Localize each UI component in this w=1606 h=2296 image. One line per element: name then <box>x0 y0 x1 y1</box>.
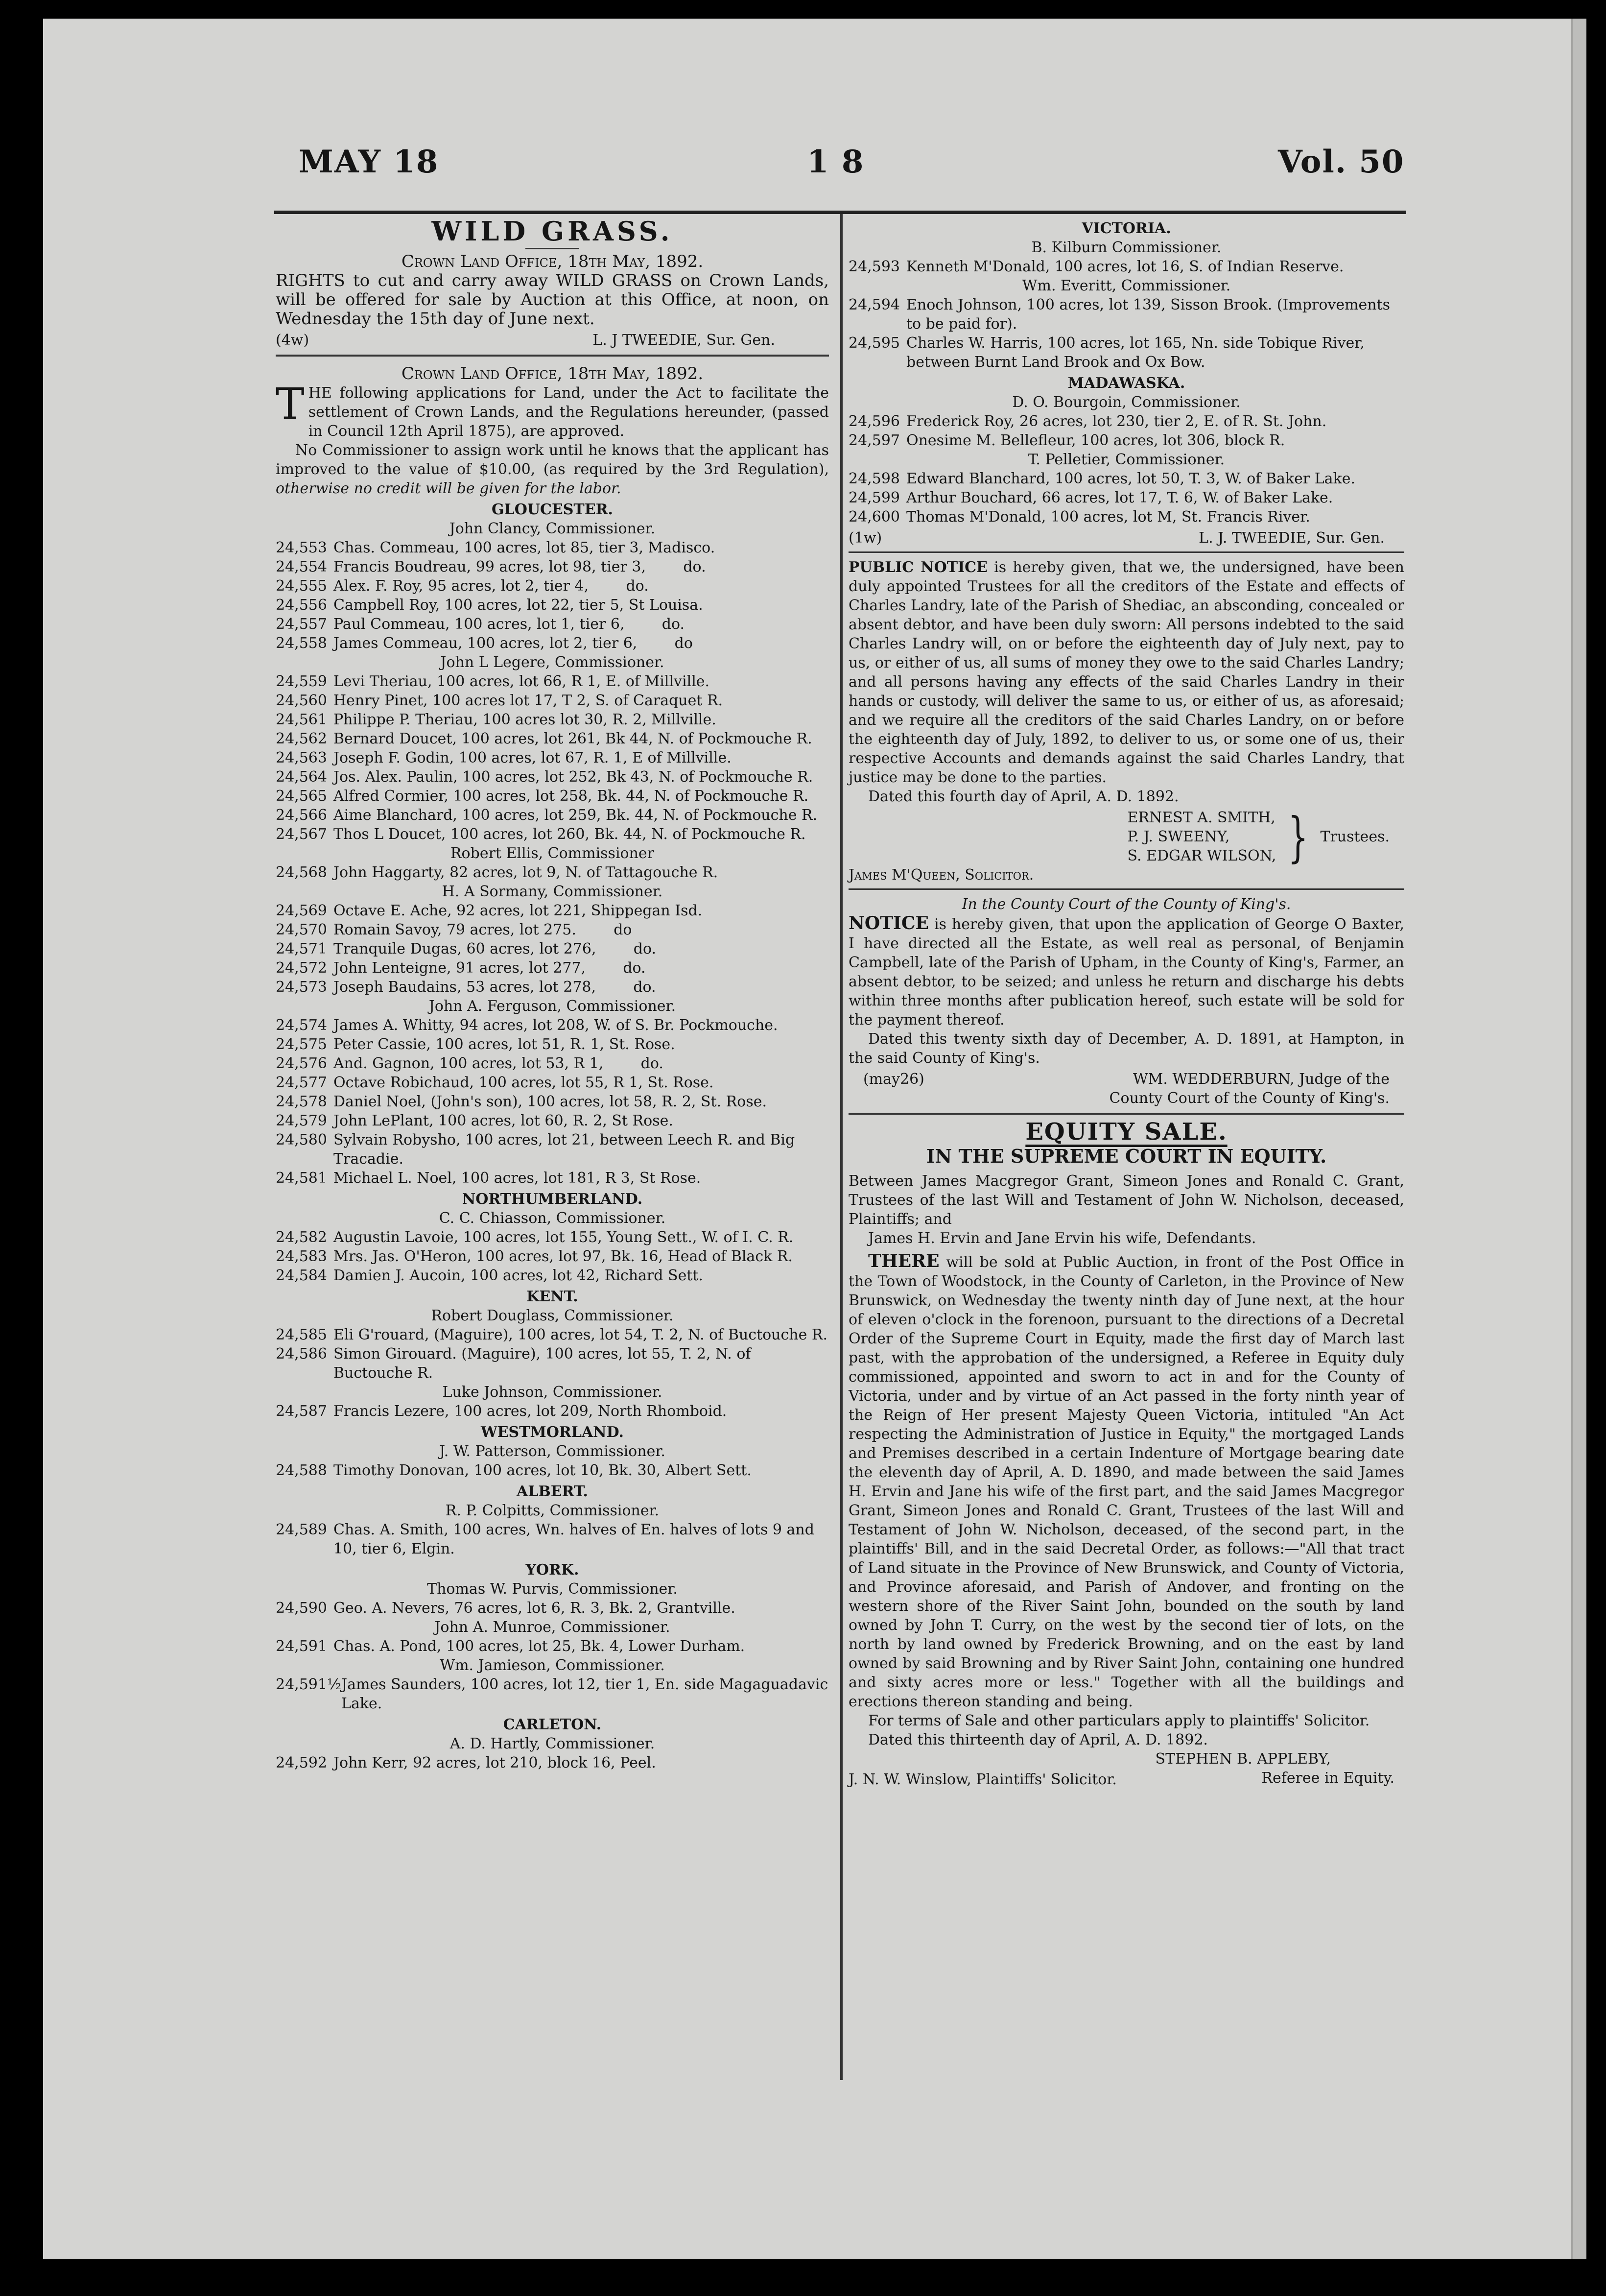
equity-notice <box>849 1252 1404 1711</box>
application-entry <box>276 710 829 729</box>
section-rule <box>276 355 829 357</box>
county-heading: GLOUCESTER. <box>492 501 613 518</box>
application-text: Chas. A. Smith, 100 acres, Wn. halves of En. halves of lots 9 and 10, tier 6, Elgin. <box>333 1521 819 1557</box>
application-number: 24,562 <box>276 730 327 747</box>
application-number: 24,587 <box>276 1403 327 1420</box>
commissioner-name: J. W. Patterson, Commissioner. <box>439 1443 665 1460</box>
application-entry <box>849 257 1404 276</box>
application-number: 24,589 <box>276 1521 327 1538</box>
application-text: Daniel Noel, (John's son), 100 acres, lot 58, R. 2, St. Rose. <box>333 1093 767 1110</box>
drop-cap: T <box>276 379 305 429</box>
application-text: Timothy Donovan, 100 acres, lot 10, Bk. 30, Albert Sett. <box>333 1462 752 1479</box>
note-text: No Commissioner to assign work until he knows that the applicant has improved to the value of $10.00, (as required by the 3rd Regulation), <box>276 442 829 478</box>
county-court-signature <box>849 1070 1404 1089</box>
application-number: 24,561 <box>276 711 327 728</box>
application-text: Levi Theriau, 100 acres, lot 66, R 1, E. of Millville. <box>333 673 710 690</box>
public-notice <box>849 558 1404 787</box>
application-entry <box>276 1266 829 1285</box>
trustees-label: Trustees. <box>1320 828 1390 845</box>
application-number: 24,588 <box>276 1462 327 1479</box>
application-number: 24,571 <box>276 940 327 957</box>
application-entry <box>276 1130 829 1169</box>
application-number: 24,566 <box>276 807 327 824</box>
application-number: 24,558 <box>276 635 327 652</box>
referee-name: STEPHEN B. APPLEBY, <box>1155 1750 1331 1768</box>
commissioner-name: John L Legere, Commissioner. <box>440 654 664 671</box>
wild-grass-office: Crown Land Office, 18th May, 1892. <box>401 252 704 271</box>
equity-sale-title: EQUITY SALE. <box>1025 1118 1228 1146</box>
header-date: MAY 18 <box>299 144 439 180</box>
header-page-number: 1 8 <box>807 144 865 180</box>
application-entry <box>276 729 829 748</box>
application-number: 24,593 <box>849 258 900 275</box>
application-number: 24,553 <box>276 539 327 556</box>
application-entry <box>276 672 829 691</box>
notice-code: (4w) <box>276 332 309 349</box>
referee-title: Referee in Equity. <box>1261 1770 1394 1787</box>
county-heading: ALBERT. <box>517 1483 588 1500</box>
equity-parties: Between James Macgregor Grant, Simeon Jones and Ronald C. Grant, Trustees of the last Will and Testament of John W. Nicholson, deceased, Plaintiffs; and <box>849 1172 1404 1228</box>
application-entry <box>276 863 829 882</box>
application-text: Paul Commeau, 100 acres, lot 1, tier 6, do. <box>333 616 685 633</box>
application-number: 24,591½ <box>276 1676 342 1693</box>
notice-code: (may26) <box>863 1071 924 1088</box>
wild-grass-signature <box>276 331 829 350</box>
application-text: James Saunders, 100 acres, lot 12, tier 1, En. side Magaguadavic Lake. <box>341 1676 833 1712</box>
left-application-list <box>276 500 833 1772</box>
application-number: 24,599 <box>849 489 900 506</box>
column-rule <box>840 214 843 2080</box>
application-text: Octave Robichaud, 100 acres, lot 55, R 1, St. Rose. <box>333 1074 714 1091</box>
notice-body: is hereby given, that we, the undersigned, have been duly appointed Trustees for all the creditors of the Estate and effects of Charles Landry, late of the Parish of Shediac, an absconding, concealed or absent debtor, and have been duly sworn: All persons indebted to the said Charles Landry will, on or before the eighteenth day of July next, pay to us, or either of us, all sums of money they owe to the said Charles Landry; and all persons having any effects of the said Charles Landry in their hands or custody, will deliver the same to us, or either of us, as aforesaid; and we require all the creditors of the said Charles Landry, on or before the eighteenth day of July, 1892, to deliver to us, or some one of us, their respective Accounts and demands against the said Charles Landry, that justice may be done to the parties. <box>849 559 1404 786</box>
application-number: 24,575 <box>276 1036 327 1053</box>
notice-body: will be sold at Public Auction, in front of the Post Office in the Town of Woodstock, in the County of Carleton, in the Province of New Brunswick, on Wednesday the twenty ninth day of June next, at the hour of eleven o'clock in the forenoon, pursuant to the directions of a Decretal Order of the Supreme Court in Equity, made the first day of March last past, with the approbation of the undersigned, a Referee in Equity duly commissioned, appointed and sworn to act in and for the County of Victoria, under and by virtue of an Act passed in the forty ninth year of the Reign of Her present Majesty Queen Victoria, intituled "An Act respecting the Administration of Justice in Equity," the mortgaged Lands and Premises described in a certain Indenture of Mortgage bearing date the eleventh day of April, A. D. 1890, and made between the said James H. Ervin and Jane his wife of the first part, and the said James Macgregor Grant, Simeon Jones and Ronald C. Grant, Trustees of the last Will and Testament of John W. Nicholson, deceased, of the second part, in the plaintiffs' Bill, and in the said Decretal Order, as follows:—"All that tract of Land situate in the Province of New Brunswick, and County of Victoria, and Province aforesaid, and Parish of Andover, and fronting on the western shore of the River Saint John, bounded on the south by land owned by John T. Curry, on the west by the second tier of lots, on the north by land owned by Frederick Browning, and on the east by land owned by said Browning and by River Saint John, containing one hundred and sixty acres more or less." Together with all the buildings and erections thereon standing and being. <box>849 1254 1404 1710</box>
equity-date: Dated this thirteenth day of April, A. D. 1892. <box>868 1731 1208 1748</box>
commissioner-name: Robert Ellis, Commissioner <box>450 845 655 862</box>
application-text: Onesime M. Bellefleur, 100 acres, lot 306, block R. <box>906 432 1285 449</box>
commissioner-name: Wm. Everitt, Commissioner. <box>1022 277 1231 294</box>
trustee-name: ERNEST A. SMITH, <box>1127 809 1275 826</box>
application-entry <box>276 958 829 978</box>
application-number: 24,594 <box>849 296 900 313</box>
application-entry <box>276 787 829 806</box>
application-entry <box>276 920 829 939</box>
county-heading: NORTHUMBERLAND. <box>462 1191 643 1208</box>
application-number: 24,595 <box>849 335 900 352</box>
application-entry <box>276 576 829 596</box>
county-court-heading: In the County Court of the County of King's. <box>962 896 1291 913</box>
wild-grass-notice <box>276 271 829 329</box>
application-text: Alex. F. Roy, 95 acres, lot 2, tier 4, do. <box>333 577 649 595</box>
application-entry <box>276 825 829 844</box>
application-number: 24,596 <box>849 413 900 430</box>
newspaper-page <box>43 19 1586 2259</box>
county-heading: VICTORIA. <box>1082 220 1171 237</box>
application-entry <box>276 767 829 787</box>
application-entry <box>276 691 829 710</box>
application-entry <box>849 469 1404 488</box>
application-text: Frederick Roy, 26 acres, lot 230, tier 2, E. of R. St. John. <box>906 413 1327 430</box>
commissioner-name: Robert Douglass, Commissioner. <box>431 1307 674 1324</box>
notice-lead: NOTICE <box>849 913 929 933</box>
commissioner-name: D. O. Bourgoin, Commissioner. <box>1012 394 1241 411</box>
application-entry <box>276 1675 833 1713</box>
trustees-block <box>849 805 1404 868</box>
application-text: Joseph Baudains, 53 acres, lot 278, do. <box>333 979 656 996</box>
application-number: 24,579 <box>276 1112 327 1129</box>
application-text: Francis Boudreau, 99 acres, lot 98, tier 3, do. <box>333 558 706 575</box>
application-text: Arthur Bouchard, 66 acres, lot 17, T. 6, W. of Baker Lake. <box>906 489 1333 506</box>
application-text: Joseph F. Godin, 100 acres, lot 67, R. 1, E of Millville. <box>333 749 732 766</box>
application-entry <box>276 1016 829 1035</box>
application-text: Campbell Roy, 100 acres, lot 22, tier 5, St Louisa. <box>333 597 703 614</box>
page-edge <box>1571 19 1586 2259</box>
application-number: 24,586 <box>276 1345 327 1363</box>
application-entry <box>849 488 1404 507</box>
application-entry <box>849 295 1404 334</box>
section-rule <box>849 888 1404 890</box>
section-rule <box>849 551 1404 553</box>
application-number: 24,569 <box>276 902 327 919</box>
intro-text: HE following applications for Land, under the Act to facilitate the settlement of Crown Lands, and the Regulations hereunder, (passed in Council 12th April 1875), are approved. <box>308 384 829 440</box>
commissioner-name: B. Kilburn Commissioner. <box>1031 239 1222 256</box>
application-number: 24,597 <box>849 432 900 449</box>
application-text: Sylvain Robysho, 100 acres, lot 21, between Leech R. and Big Tracadie. <box>333 1131 800 1168</box>
application-number: 24,578 <box>276 1093 327 1110</box>
application-entry <box>276 1111 829 1130</box>
application-number: 24,560 <box>276 692 327 709</box>
application-entry <box>849 412 1404 431</box>
application-text: Charles W. Harris, 100 acres, lot 165, Nn. side Tobique River, between Burnt Land Brook and Ox Bow. <box>906 335 1370 371</box>
notice-lead: THERE <box>868 1251 940 1271</box>
application-entry <box>276 1599 829 1618</box>
application-text: Mrs. Jas. O'Heron, 100 acres, lot 97, Bk. 16, Head of Black R. <box>333 1248 793 1265</box>
application-text: Bernard Doucet, 100 acres, lot 261, Bk 44, N. of Pockmouche R. <box>333 730 812 747</box>
application-entry <box>276 1637 829 1656</box>
application-entry <box>276 939 829 958</box>
header-volume: Vol. 50 <box>1278 144 1405 180</box>
public-notice-solicitor: James M'Queen, Solicitor. <box>849 866 1034 884</box>
application-entry <box>276 1402 829 1421</box>
commissioner-name: Luke Johnson, Commissioner. <box>442 1384 662 1401</box>
signer-title: County Court of the County of King's. <box>1109 1090 1390 1107</box>
application-number: 24,598 <box>849 470 900 487</box>
application-number: 24,590 <box>276 1600 327 1617</box>
application-number: 24,573 <box>276 979 327 996</box>
application-entry <box>276 1035 829 1054</box>
commissioner-name: John A. Ferguson, Commissioner. <box>428 998 676 1015</box>
signer-name: WM. WEDDERBURN, Judge of the <box>1133 1071 1390 1088</box>
applications-intro <box>276 379 829 441</box>
equity-solicitor: J. N. W. Winslow, Plaintiffs' Solicitor. <box>849 1771 1117 1788</box>
application-text: Philippe P. Theriau, 100 acres lot 30, R. 2, Millville. <box>333 711 716 728</box>
application-entry <box>276 1073 829 1092</box>
application-number: 24,591 <box>276 1638 327 1655</box>
commissioner-name: H. A Sormany, Commissioner. <box>442 883 663 900</box>
commissioner-name: A. D. Hartly, Commissioner. <box>449 1735 655 1752</box>
wild-grass-title: WILD GRASS. <box>431 215 673 247</box>
application-text: Tranquile Dugas, 60 acres, lot 276, do. <box>333 940 657 957</box>
application-number: 24,555 <box>276 577 327 595</box>
county-heading: YORK. <box>525 1561 579 1578</box>
application-entry <box>276 1247 829 1266</box>
application-entry <box>276 901 829 920</box>
application-entry <box>849 507 1404 526</box>
header-rule <box>274 211 1406 214</box>
application-text: Eli G'rouard, (Maguire), 100 acres, lot 54, T. 2, N. of Buctouche R. <box>333 1326 827 1343</box>
application-entry <box>849 431 1404 450</box>
county-court-notice <box>849 914 1404 1029</box>
application-number: 24,583 <box>276 1248 327 1265</box>
application-text: John LePlant, 100 acres, lot 60, R. 2, St Rose. <box>333 1112 673 1129</box>
county-heading: WESTMORLAND. <box>480 1424 624 1441</box>
application-text: Chas. Commeau, 100 acres, lot 85, tier 3, Madisco. <box>333 539 715 556</box>
application-text: Simon Girouard. (Maguire), 100 acres, lot 55, T. 2, N. of Buctouche R. <box>333 1345 756 1382</box>
commissioner-name: John Clancy, Commissioner. <box>449 520 656 537</box>
application-entry <box>276 538 829 557</box>
application-entry <box>276 806 829 825</box>
applications-office: Crown Land Office, 18th May, 1892. <box>401 364 704 383</box>
application-number: 24,584 <box>276 1267 327 1284</box>
application-text: Peter Cassie, 100 acres, lot 51, R. 1, St. Rose. <box>333 1036 675 1053</box>
application-number: 24,572 <box>276 959 327 977</box>
county-heading: MADAWASKA. <box>1067 375 1185 392</box>
application-entry <box>276 1092 829 1111</box>
application-number: 24,574 <box>276 1017 327 1034</box>
notice-code: (1w) <box>849 529 882 547</box>
public-notice-date: Dated this fourth day of April, A. D. 1892. <box>868 788 1179 805</box>
commissioner-name: R. P. Colpitts, Commissioner. <box>445 1502 660 1519</box>
application-number: 24,554 <box>276 558 327 575</box>
commissioner-name: Thomas W. Purvis, Commissioner. <box>427 1580 678 1598</box>
application-number: 24,577 <box>276 1074 327 1091</box>
application-number: 24,559 <box>276 673 327 690</box>
application-text: James Commeau, 100 acres, lot 2, tier 6, do <box>333 635 693 652</box>
application-entry <box>276 615 829 634</box>
application-text: Thos L Doucet, 100 acres, lot 260, Bk. 44, N. of Pockmouche R. <box>333 826 806 843</box>
left-column <box>276 215 833 1772</box>
application-text: Alfred Cormier, 100 acres, lot 258, Bk. 44, N. of Pockmouche R. <box>333 788 809 805</box>
applications-note <box>276 441 829 498</box>
application-text: Enoch Johnson, 100 acres, lot 139, Sisson Brook. (Improvements to be paid for). <box>906 296 1395 333</box>
application-text: John Kerr, 92 acres, lot 210, block 16, Peel. <box>333 1754 656 1771</box>
application-entry <box>276 1344 829 1383</box>
signer-name: L. J TWEEDIE, Sur. Gen. <box>592 332 775 349</box>
application-entry <box>276 1054 829 1073</box>
note-italic: otherwise no credit will be given for the labor. <box>276 480 621 497</box>
application-text: Augustin Lavoie, 100 acres, lot 155, Young Sett., W. of I. C. R. <box>333 1229 794 1246</box>
application-entry <box>276 1169 829 1188</box>
application-text: Jos. Alex. Paulin, 100 acres, lot 252, Bk 43, N. of Pockmouche R. <box>333 768 813 786</box>
application-entry <box>849 334 1404 372</box>
application-text: Michael L. Noel, 100 acres, lot 181, R 3, St Rose. <box>333 1170 701 1187</box>
application-number: 24,582 <box>276 1229 327 1246</box>
section-rule <box>849 1113 1404 1115</box>
application-entry <box>276 1325 829 1344</box>
trustee-name: S. EDGAR WILSON, <box>1127 847 1276 864</box>
application-text: Geo. A. Nevers, 76 acres, lot 6, R. 3, Bk. 2, Grantville. <box>333 1600 735 1617</box>
application-text: Aime Blanchard, 100 acres, lot 259, Bk. 44, N. of Pockmouche R. <box>333 807 818 824</box>
notice-body: to cut and carry away WILD GRASS on Crown Lands, will be offered for sale by Auction at this Office, at noon, on Wednesday the 15th day of June next. <box>276 271 829 329</box>
application-number: 24,556 <box>276 597 327 614</box>
equity-terms: For terms of Sale and other particulars apply to plaintiffs' Solicitor. <box>868 1712 1370 1729</box>
application-entry <box>276 1753 829 1772</box>
application-entry <box>276 596 829 615</box>
application-number: 24,580 <box>276 1131 327 1148</box>
notice-lead: PUBLIC NOTICE <box>849 559 988 576</box>
right-column <box>849 217 1404 1789</box>
equity-sale-subtitle: IN THE SUPREME COURT IN EQUITY. <box>926 1145 1327 1167</box>
notice-body: is hereby given, that upon the application of George O Baxter, I have directed all the Estate, as well real as personal, of Benjamin Campbell, late of the Parish of Upham, in the County of King's, Farmer, an absent debtor, to be seized; and unless he return and discharge his debts within three months after publication hereof, such estate will be sold for the payment thereof. <box>849 916 1404 1028</box>
application-number: 24,563 <box>276 749 327 766</box>
application-entry <box>276 1228 829 1247</box>
trustee-names <box>1128 808 1276 865</box>
application-text: Chas. A. Pond, 100 acres, lot 25, Bk. 4, Lower Durham. <box>333 1638 745 1655</box>
application-entry <box>276 748 829 767</box>
right-application-list <box>849 219 1404 526</box>
trustee-name: P. J. SWEENY, <box>1127 828 1230 845</box>
application-number: 24,564 <box>276 768 327 786</box>
signer-name: L. J. TWEEDIE, Sur. Gen. <box>1199 529 1385 547</box>
notice-lead: RIGHTS <box>276 271 345 290</box>
application-text: Thomas M'Donald, 100 acres, lot M, St. Francis River. <box>906 508 1310 526</box>
application-text: Francis Lezere, 100 acres, lot 209, North Rhomboid. <box>333 1403 727 1420</box>
application-number: 24,568 <box>276 864 327 881</box>
commissioner-name: Wm. Jamieson, Commissioner. <box>440 1657 665 1674</box>
county-heading: CARLETON. <box>503 1716 602 1733</box>
application-text: John Lenteigne, 91 acres, lot 277, do. <box>333 959 646 977</box>
application-number: 24,600 <box>849 508 900 526</box>
application-text: And. Gagnon, 100 acres, lot 53, R 1, do. <box>333 1055 663 1072</box>
application-number: 24,585 <box>276 1326 327 1343</box>
title-rule <box>525 248 579 249</box>
application-text: Edward Blanchard, 100 acres, lot 50, T. 3, W. of Baker Lake. <box>906 470 1355 487</box>
application-text: James A. Whitty, 94 acres, lot 208, W. of S. Br. Pockmouche. <box>333 1017 778 1034</box>
application-number: 24,570 <box>276 921 327 938</box>
commissioner-name: T. Pelletier, Commissioner. <box>1028 451 1225 468</box>
commissioner-name: C. C. Chiasson, Commissioner. <box>439 1210 666 1227</box>
application-number: 24,576 <box>276 1055 327 1072</box>
application-number: 24,567 <box>276 826 327 843</box>
application-number: 24,557 <box>276 616 327 633</box>
application-text: Romain Savoy, 79 acres, lot 275. do <box>333 921 632 938</box>
application-number: 24,592 <box>276 1754 327 1771</box>
county-court-date: Dated this twenty sixth day of December, A. D. 1891, at Hampton, in the said County of King's. <box>849 1030 1404 1067</box>
application-text: Damien J. Aucoin, 100 acres, lot 42, Richard Sett. <box>333 1267 703 1284</box>
tweedie-signature <box>849 528 1404 548</box>
application-entry <box>276 1520 829 1558</box>
application-number: 24,565 <box>276 788 327 805</box>
application-number: 24,581 <box>276 1170 327 1187</box>
application-text: John Haggarty, 82 acres, lot 9, N. of Tattagouche R. <box>333 864 718 881</box>
equity-defendants: James H. Ervin and Jane Ervin his wife, Defendants. <box>868 1230 1256 1247</box>
application-entry <box>276 557 829 576</box>
brace-icon: } <box>1288 805 1309 868</box>
application-text: Kenneth M'Donald, 100 acres, lot 16, S. of Indian Reserve. <box>906 258 1344 275</box>
application-text: Henry Pinet, 100 acres lot 17, T 2, S. of Caraquet R. <box>333 692 723 709</box>
commissioner-name: John A. Munroe, Commissioner. <box>434 1619 670 1636</box>
application-entry <box>276 634 829 653</box>
application-entry <box>276 978 829 997</box>
application-text: Octave E. Ache, 92 acres, lot 221, Shippegan Isd. <box>333 902 703 919</box>
county-heading: KENT. <box>526 1288 578 1305</box>
application-entry <box>276 1461 829 1480</box>
